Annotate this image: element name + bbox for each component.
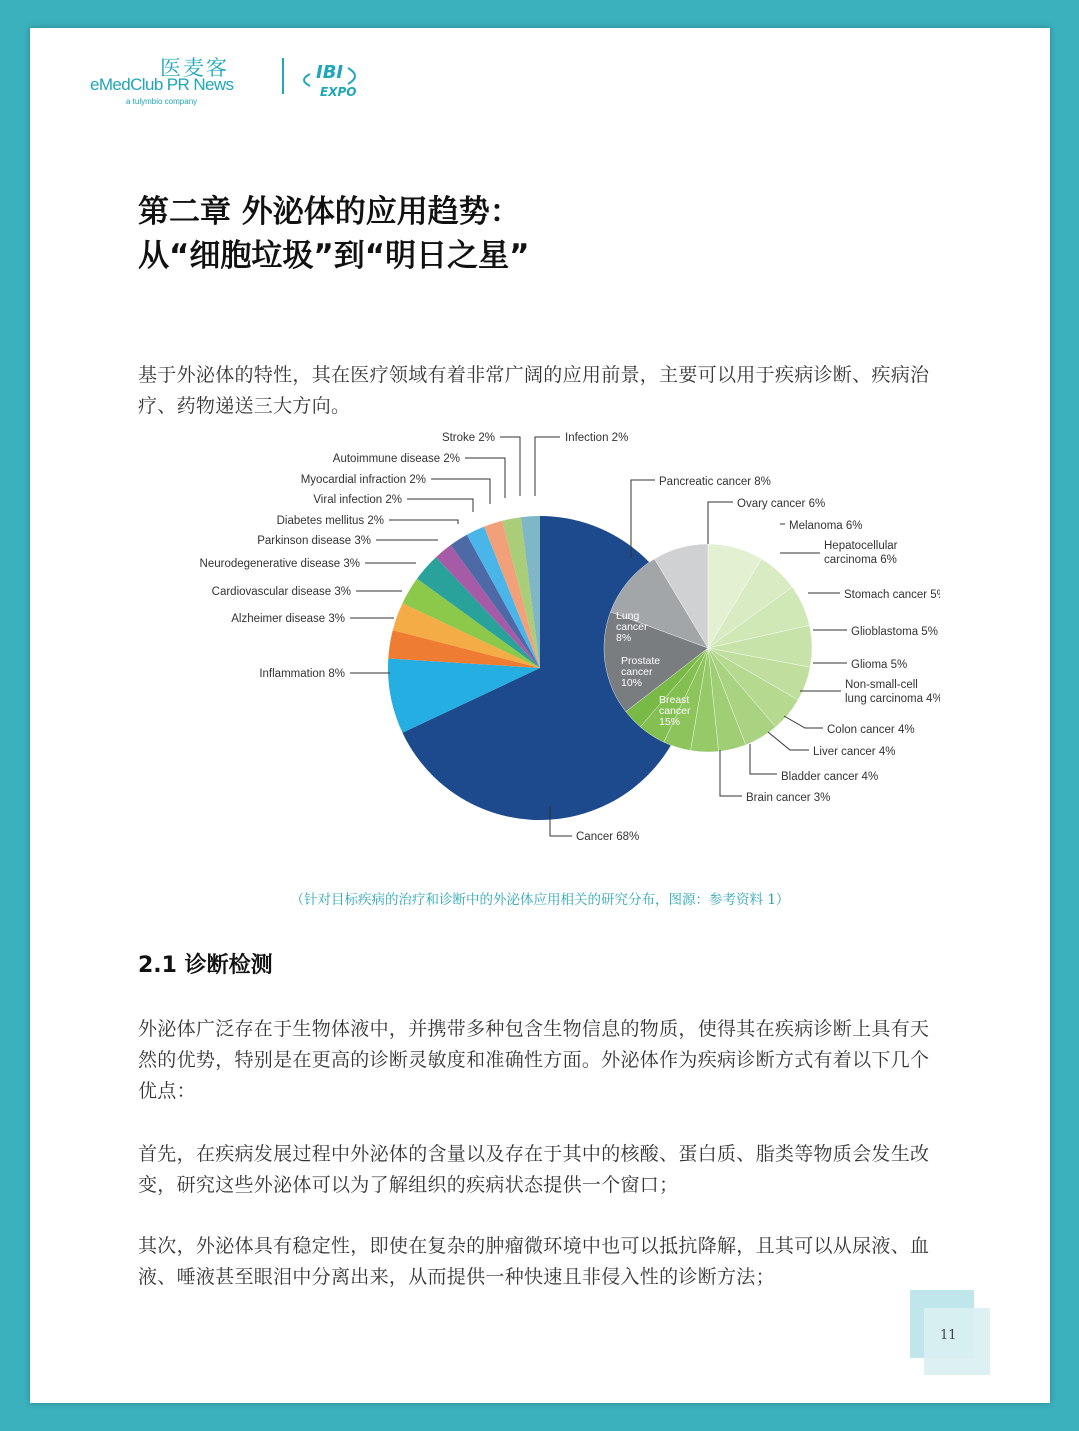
label-liver-cancer-4: Liver cancer 4%: [813, 746, 896, 758]
chart-caption: （针对目标疾病的治疗和诊断中的外泌体应用相关的研究分布，图源：参考资料 1）: [290, 892, 790, 908]
inner-label-breast-cancer-15: Breast cancer 15%: [659, 694, 691, 728]
label-alzheimer-disease-3: Alzheimer disease 3%: [231, 613, 345, 625]
logo-english-name: eMedClub PR News: [90, 75, 234, 94]
leader-infection-2: [535, 437, 560, 496]
label-myocardial-infraction-2: Myocardial infraction 2%: [300, 474, 426, 486]
label-viral-infection-2: Viral infection 2%: [313, 494, 402, 506]
leader-diabetes-mellitus-2: [389, 520, 458, 524]
inner-label-lung-cancer-8: Lung cancer 8%: [616, 610, 648, 644]
logo-chinese-name: 医麦客: [160, 56, 229, 80]
label-colon-cancer-4: Colon cancer 4%: [827, 724, 915, 736]
inner-label-prostate-cancer-10: Prostate cancer 10%: [621, 655, 661, 689]
paragraph-2: 首先，在疾病发展过程中外泌体的含量以及存在于其中的核酸、蛋白质、脂类等物质会发生改变，研究这些外泌体可以为了解组织的疾病状态提供一个窗口；: [138, 1143, 930, 1196]
label-autoimmune-disease-2: Autoimmune disease 2%: [332, 453, 460, 465]
leader-colon-cancer-4: [784, 716, 823, 728]
paragraph-1: 外泌体广泛存在于生物体液中，并携带多种包含生物信息的物质，使得其在疾病诊断上具有天然的优势，特别是在更高的诊断灵敏度和准确性方面。外泌体作为疾病诊断方式有着以下几个优点：: [138, 1018, 930, 1102]
label-bladder-cancer-4: Bladder cancer 4%: [781, 771, 879, 783]
ibi-expo-logo: [296, 56, 364, 100]
chart-svg: [140, 428, 940, 858]
leader-autoimmune-disease-2: [465, 458, 505, 498]
label-stomach-cancer-5: Stomach cancer 5%: [844, 589, 940, 601]
leader-myocardial-infraction-2: [431, 479, 490, 504]
leader-liver-cancer-4: [768, 732, 809, 750]
leader-pancreatic-cancer-8: [631, 480, 655, 558]
disease-distribution-chart: [140, 428, 940, 858]
logo-divider: [282, 58, 284, 94]
svg-text:EXPO: EXPO: [320, 85, 357, 99]
chapter-title-line2: 从“细胞垃圾”到“明日之星”: [138, 238, 530, 274]
label-diabetes-mellitus-2: Diabetes mellitus 2%: [276, 515, 384, 527]
leader-brain-cancer-3: [720, 750, 742, 796]
label-pancreatic-cancer-8: Pancreatic cancer 8%: [659, 476, 771, 488]
chapter-title: [138, 190, 530, 278]
section-title: 2.1 诊断检测: [138, 953, 273, 978]
label-cardiovascular-disease-3: Cardiovascular disease 3%: [211, 586, 351, 598]
label-brain-cancer-3: Brain cancer 3%: [746, 792, 831, 804]
label-glioma-5: Glioma 5%: [851, 659, 908, 671]
svg-text:IBI: IBI: [316, 62, 344, 83]
label-stroke-2: Stroke 2%: [441, 432, 495, 444]
leader-bladder-cancer-4: [750, 744, 777, 774]
label-non-small-cell-lung-carcinoma-4: Non-small-cell lung carcinoma 4%: [845, 679, 940, 705]
leader-stroke-2: [500, 437, 520, 496]
label-parkinson-disease-3: Parkinson disease 3%: [257, 535, 371, 547]
label-neurodegenerative-disease-3: Neurodegenerative disease 3%: [199, 558, 360, 570]
page-number: 11: [940, 1328, 957, 1343]
leader-viral-infection-2: [407, 499, 473, 512]
label-melanoma-6: Melanoma 6%: [789, 520, 863, 532]
paragraph-3: 其次，外泌体具有稳定性，即使在复杂的肿瘤微环境中也可以抵抗降解，且其可以从尿液、血液、唾液甚至眼泪中分离出来，从而提供一种快速且非侵入性的诊断方法；: [138, 1235, 930, 1288]
logo-subtitle: a tulymbio company: [126, 97, 198, 106]
label-hepatocellular-carcinoma-6: Hepatocellular carcinoma 6%: [824, 540, 898, 566]
intro-paragraph: 基于外泌体的特性，其在医疗领域有着非常广阔的应用前景，主要可以用于疾病诊断、疾病治疗、药物递送三大方向。: [138, 364, 930, 417]
label-infection-2: Infection 2%: [565, 432, 629, 444]
label-ovary-cancer-6: Ovary cancer 6%: [737, 498, 826, 510]
page-number-box: [910, 1290, 990, 1375]
document-page: [30, 28, 1050, 1403]
label-inflammation-8: Inflammation 8%: [259, 668, 345, 680]
label-cancer-68: Cancer 68%: [576, 831, 640, 843]
leader-ovary-cancer-6: [708, 502, 733, 544]
label-glioblastoma-5: Glioblastoma 5%: [851, 626, 938, 638]
emedclub-logo: [90, 52, 357, 132]
chapter-title-line1: 第二章 外泌体的应用趋势：: [138, 194, 521, 230]
